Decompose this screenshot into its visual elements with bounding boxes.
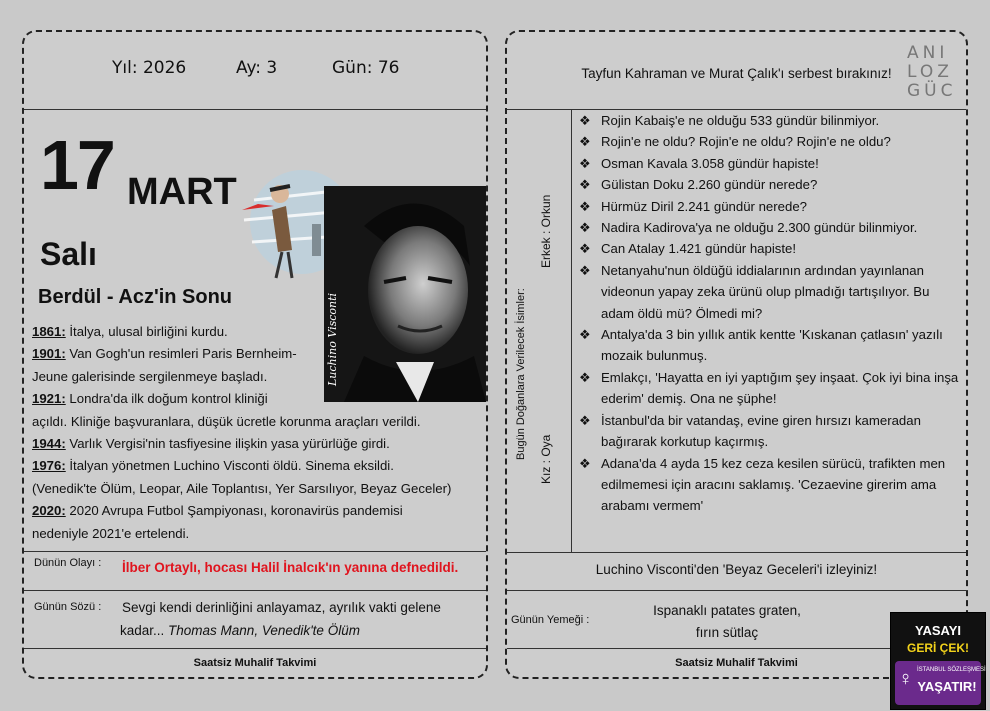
list-item — [577, 174, 963, 195]
meal-line: Ispanaklı patates graten, — [653, 603, 801, 618]
event-line — [32, 500, 482, 522]
list-item — [577, 367, 963, 410]
list-item-text: Rojin Kabaiş'e ne olduğu 533 gündür bilinmiyor. — [601, 113, 880, 128]
diamond-bullet-icon: ❖ — [579, 369, 591, 385]
footer-title: Saatsiz Muhalif Takvimi — [193, 657, 317, 669]
divider — [24, 590, 486, 591]
diamond-bullet-icon: ❖ — [579, 455, 591, 471]
list-item — [577, 260, 963, 324]
event-text: Van Gogh'un resimleri Paris Bernheim- — [65, 346, 297, 362]
right-page — [505, 30, 968, 679]
event-line — [32, 343, 482, 365]
list-item-text: Netanyahu'nun öldüğü iddialarının ardından yayınlanan videonun yapay zeka ürünü olup plmadığı tartışılıyor. Bu adam öldü mü? Ölmedi mi? — [601, 262, 930, 321]
event-text: Jeune galerisinde sergilenmeye başladı. — [32, 368, 268, 384]
column-divider — [571, 109, 572, 552]
event-text: Londra'da ilk doğum kontrol kliniği — [65, 391, 268, 407]
history-events — [32, 321, 482, 545]
event-year: 1921: — [32, 391, 66, 407]
logo-line: ANI — [907, 43, 949, 63]
badge-line-2: GERİ ÇEK! — [906, 641, 969, 655]
badge-line-4: YAŞATIR! — [917, 679, 977, 694]
event-text: nedeniyle 2021'e ertelendi. — [32, 525, 190, 541]
event-text: İtalya, ulusal birliğini kurdu. — [65, 324, 228, 339]
year-label: Yıl: 2026 — [112, 58, 187, 78]
divider — [24, 648, 486, 649]
diamond-bullet-icon: ❖ — [579, 220, 591, 236]
meal-of-day — [627, 600, 827, 644]
event-line — [32, 366, 482, 388]
day-number: 17 — [40, 126, 114, 204]
event-year: 1861: — [32, 324, 66, 339]
list-item-text: Emlakçı, 'Hayatta en iyi yaptığım şey inşaat. Çok iyi bina inşa ederim' demiş. Ona ne şüphe! — [601, 369, 959, 407]
diamond-bullet-icon: ❖ — [579, 327, 591, 343]
list-item — [577, 217, 963, 238]
event-text: İtalyan yönetmen Luchino Visconti öldü. Sinema eksildi. — [65, 458, 394, 474]
event-text: (Venedik'te Ölüm, Leopar, Aile Toplantısı, Yer Sarsılıyor, Beyaz Geceler) — [32, 480, 452, 496]
event-text: açıldı. Kliniğe başvuranlara, düşük ücretle korunma araçları verildi. — [32, 413, 421, 429]
event-year: 1901: — [32, 346, 66, 362]
quote-label: Günün Sözü : — [34, 601, 102, 613]
diamond-bullet-icon: ❖ — [579, 113, 591, 128]
event-year: 1976: — [32, 458, 66, 474]
logo-text — [907, 44, 957, 101]
quote-author: Thomas Mann, Venedik'te Ölüm — [168, 623, 360, 638]
event-text: 2020 Avrupa Futbol Şampiyonası, koronavirüs pandemisi — [65, 503, 403, 519]
diamond-bullet-icon: ❖ — [579, 155, 591, 171]
diamond-bullet-icon: ❖ — [579, 241, 591, 257]
footer-title: Saatsiz Muhalif Takvimi — [675, 657, 798, 669]
list-item — [577, 153, 963, 174]
divider — [24, 109, 486, 110]
storm-name: Berdül - Acz'in Sonu — [38, 286, 233, 308]
quote-line-2 — [120, 623, 360, 638]
event-line — [32, 478, 482, 500]
event-line — [32, 411, 482, 433]
names-title: Bugün Doğanlara Verilecek İsimler: — [515, 288, 527, 460]
quote-line-1: Sevgi kendi derinliğini anlayamaz, ayrılık vakti gelene — [122, 600, 441, 615]
list-item-text: Can Atalay 1.421 gündür hapiste! — [601, 241, 797, 257]
month-label: Ay: 3 — [236, 58, 278, 78]
female-name: Kız : Oya — [539, 434, 553, 484]
list-item — [577, 110, 963, 131]
list-item-text: Rojin'e ne oldu? Rojin'e ne oldu? Rojin'e ne oldu? — [601, 134, 891, 150]
event-text: Varlık Vergisi'nin tasfiyesine ilişkin yasa yürürlüğe girdi. — [65, 436, 390, 452]
event-of-day: İlber Ortaylı, hocası Halil İnalcık'ın yanına defnedildi. — [122, 560, 459, 575]
event-line — [32, 523, 482, 545]
list-item — [577, 324, 963, 367]
campaign-badge — [890, 612, 986, 710]
event-line — [32, 455, 482, 477]
diamond-bullet-icon: ❖ — [579, 412, 591, 428]
list-item-text: Osman Kavala 3.058 gündür hapiste! — [601, 155, 819, 171]
list-item-text: Adana'da 4 ayda 15 kez ceza kesilen sürücü, trafikten men edilmemesi için aracını saklamış. 'Cezaevine girerim ama arabamı vermem' — [601, 455, 946, 514]
film-recommendation: Luchino Visconti'den 'Beyaz Geceleri'i izleyiniz! — [595, 562, 878, 577]
event-year: 2020: — [32, 503, 66, 519]
event-of-day-label: Dünün Olayı : — [34, 557, 102, 569]
list-item-text: Gülistan Doku 2.260 gündür nerede? — [601, 177, 818, 193]
diamond-bullet-icon: ❖ — [579, 134, 591, 150]
weekday: Salı — [40, 236, 97, 272]
diamond-bullet-icon: ❖ — [579, 262, 591, 278]
list-item-text: Antalya'da 3 bin yıllık antik kentte 'Kıskanan çatlasın' yazılı mozaik bulunmuş. — [601, 327, 943, 364]
event-line — [32, 388, 482, 410]
day-of-year-label: Gün: 76 — [332, 58, 400, 78]
list-item — [577, 131, 963, 152]
diamond-bullet-icon: ❖ — [579, 198, 591, 214]
news-list — [577, 110, 963, 517]
month-name: MART — [127, 171, 237, 213]
divider — [507, 552, 966, 553]
venus-icon: ♀ — [898, 668, 913, 690]
badge-purple-box — [895, 661, 986, 705]
divider — [507, 590, 966, 591]
event-year: 1944: — [32, 436, 66, 452]
meal-line: fırın sütlaç — [695, 625, 759, 640]
list-item — [577, 238, 963, 259]
male-name: Erkek : Orkun — [539, 194, 553, 268]
photo-caption: Luchino Visconti — [326, 292, 339, 386]
quote-text: kadar... — [120, 623, 169, 638]
logo-line: GÜC — [907, 81, 957, 101]
list-item — [577, 410, 963, 453]
header-message: Tayfun Kahraman ve Murat Çalık'ı serbest bırakınız! — [581, 66, 892, 81]
logo-line: LOZ — [907, 62, 953, 82]
divider — [24, 551, 486, 552]
event-line — [32, 321, 482, 343]
left-page — [22, 30, 488, 679]
list-item-text: Hürmüz Diril 2.241 gündür nerede? — [601, 198, 807, 214]
meal-label: Günün Yemeği : — [511, 614, 590, 626]
badge-line-3: İSTANBUL SÖZLEŞMESİ — [917, 667, 986, 673]
badge-line-1: YASAYI — [914, 623, 961, 638]
diamond-bullet-icon: ❖ — [579, 177, 591, 193]
list-item-text: Nadira Kadirova'ya ne olduğu 2.300 gündür bilinmiyor. — [601, 220, 918, 236]
list-item — [577, 453, 963, 517]
event-line — [32, 433, 482, 455]
list-item — [577, 196, 963, 217]
list-item-text: İstanbul'da bir vatandaş, evine giren hırsızı kameradan bağırarak korkutup kaçırmış. — [601, 412, 921, 450]
